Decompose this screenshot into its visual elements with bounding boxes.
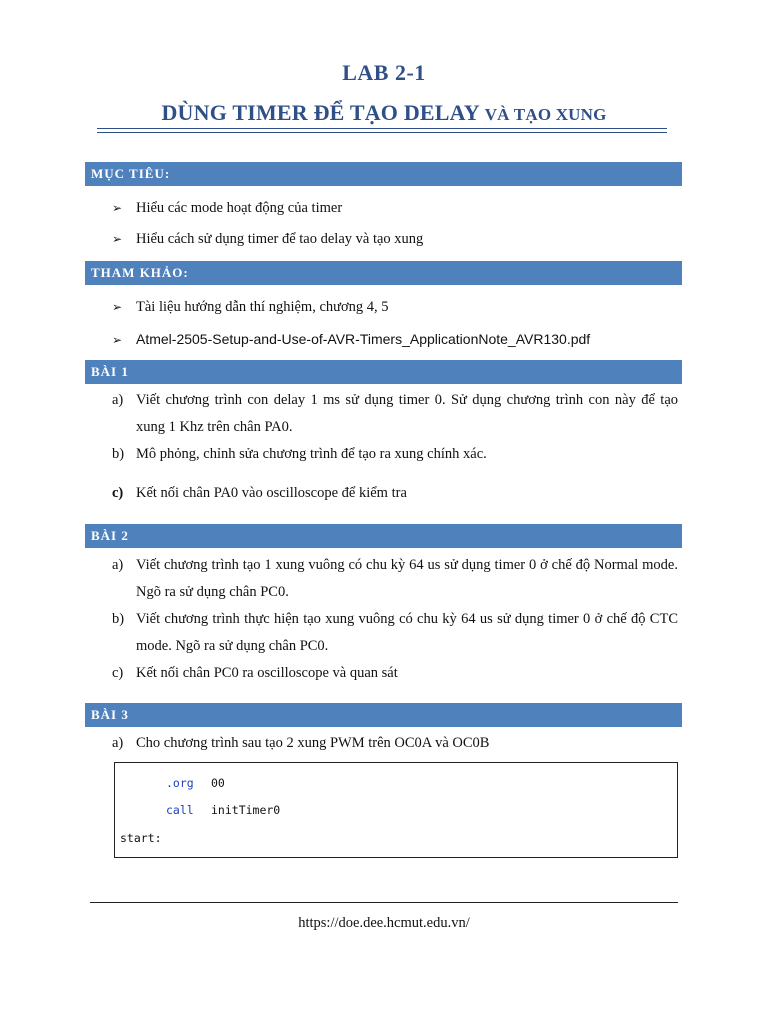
section-header-bai-1: BÀI 1 [85, 360, 682, 384]
section-header-bai-2: BÀI 2 [85, 524, 682, 548]
section-header-objectives: MỤC TIÊU: [85, 162, 682, 186]
exercise-item [112, 480, 678, 507]
reference-text: Atmel-2505-Setup-and-Use-of-AVR-Timers_ApplicationNote_AVR130.pdf [136, 331, 591, 347]
objective-text: Hiểu cách sử dụng timer để tao delay và tạo xung [136, 231, 424, 247]
code-listing-box [114, 762, 678, 858]
item-text: Kết nối chân PA0 vào oscilloscope để kiểm tra [136, 485, 407, 501]
title-underline-thin [97, 132, 667, 133]
item-letter: a) [112, 735, 124, 751]
exercise-item [112, 606, 678, 660]
objective-text: Hiểu các mode hoạt động của timer [136, 200, 343, 216]
code-arg-call: initTimer0 [211, 803, 281, 817]
objective-item [112, 231, 423, 248]
item-letter: c) [112, 485, 124, 501]
arrow-bullet-icon: ➢ [112, 333, 123, 347]
item-letter: a) [112, 392, 124, 408]
item-letter: b) [112, 611, 125, 627]
arrow-bullet-icon: ➢ [112, 201, 123, 215]
reference-item [112, 331, 590, 347]
objective-item [112, 200, 342, 217]
title-main-text: DÙNG TIMER ĐỂ TẠO DELAY [161, 100, 479, 125]
code-directive-org: .org [166, 776, 194, 790]
exercise-item [112, 552, 678, 606]
reference-text: Tài liệu hướng dẫn thí nghiệm, chương 4, 5 [136, 299, 389, 315]
exercise-item [112, 660, 678, 687]
item-text: Cho chương trình sau tạo 2 xung PWM trên OC0A và OC0B [136, 735, 490, 751]
title-tail-text: VÀ TẠO XUNG [484, 105, 607, 124]
reference-item [112, 299, 389, 316]
exercise-item [112, 730, 678, 757]
item-letter: a) [112, 557, 124, 573]
lab-number-title: LAB 2-1 [342, 60, 426, 85]
title-underline [97, 128, 667, 129]
item-text: Mô phỏng, chỉnh sửa chương trình để tạo ra xung chính xác. [136, 446, 487, 462]
footer-divider [90, 902, 678, 903]
code-instruction-call: call [166, 803, 194, 817]
exercise-item [112, 441, 678, 468]
lab-main-title [0, 100, 768, 126]
arrow-bullet-icon: ➢ [112, 300, 123, 314]
item-letter: b) [112, 446, 125, 462]
item-text: Viết chương trình thực hiện tạo xung vuông có chu kỳ 64 us sử dụng timer 0 ở chế độ CTC mode. Ngõ ra sử dụng chân PC0. [136, 611, 678, 654]
section-header-references: THAM KHẢO: [85, 261, 682, 285]
item-text: Viết chương trình con delay 1 ms sử dụng timer 0. Sử dụng chương trình con này để tạo xung 1 Khz trên chân PA0. [136, 392, 678, 435]
item-letter: c) [112, 665, 124, 681]
item-text: Kết nối chân PC0 ra oscilloscope và quan sát [136, 665, 398, 681]
arrow-bullet-icon: ➢ [112, 232, 123, 246]
footer-url-link[interactable]: https://doe.dee.hcmut.edu.vn/ [298, 915, 470, 931]
item-text: Viết chương trình tạo 1 xung vuông có chu kỳ 64 us sử dụng timer 0 ở chế độ Normal mode. Ngõ ra sử dụng chân PC0. [136, 557, 678, 600]
exercise-item [112, 387, 678, 441]
code-arg-org: 00 [211, 776, 225, 790]
code-label-start: start: [120, 831, 162, 845]
section-header-bai-3: BÀI 3 [85, 703, 682, 727]
